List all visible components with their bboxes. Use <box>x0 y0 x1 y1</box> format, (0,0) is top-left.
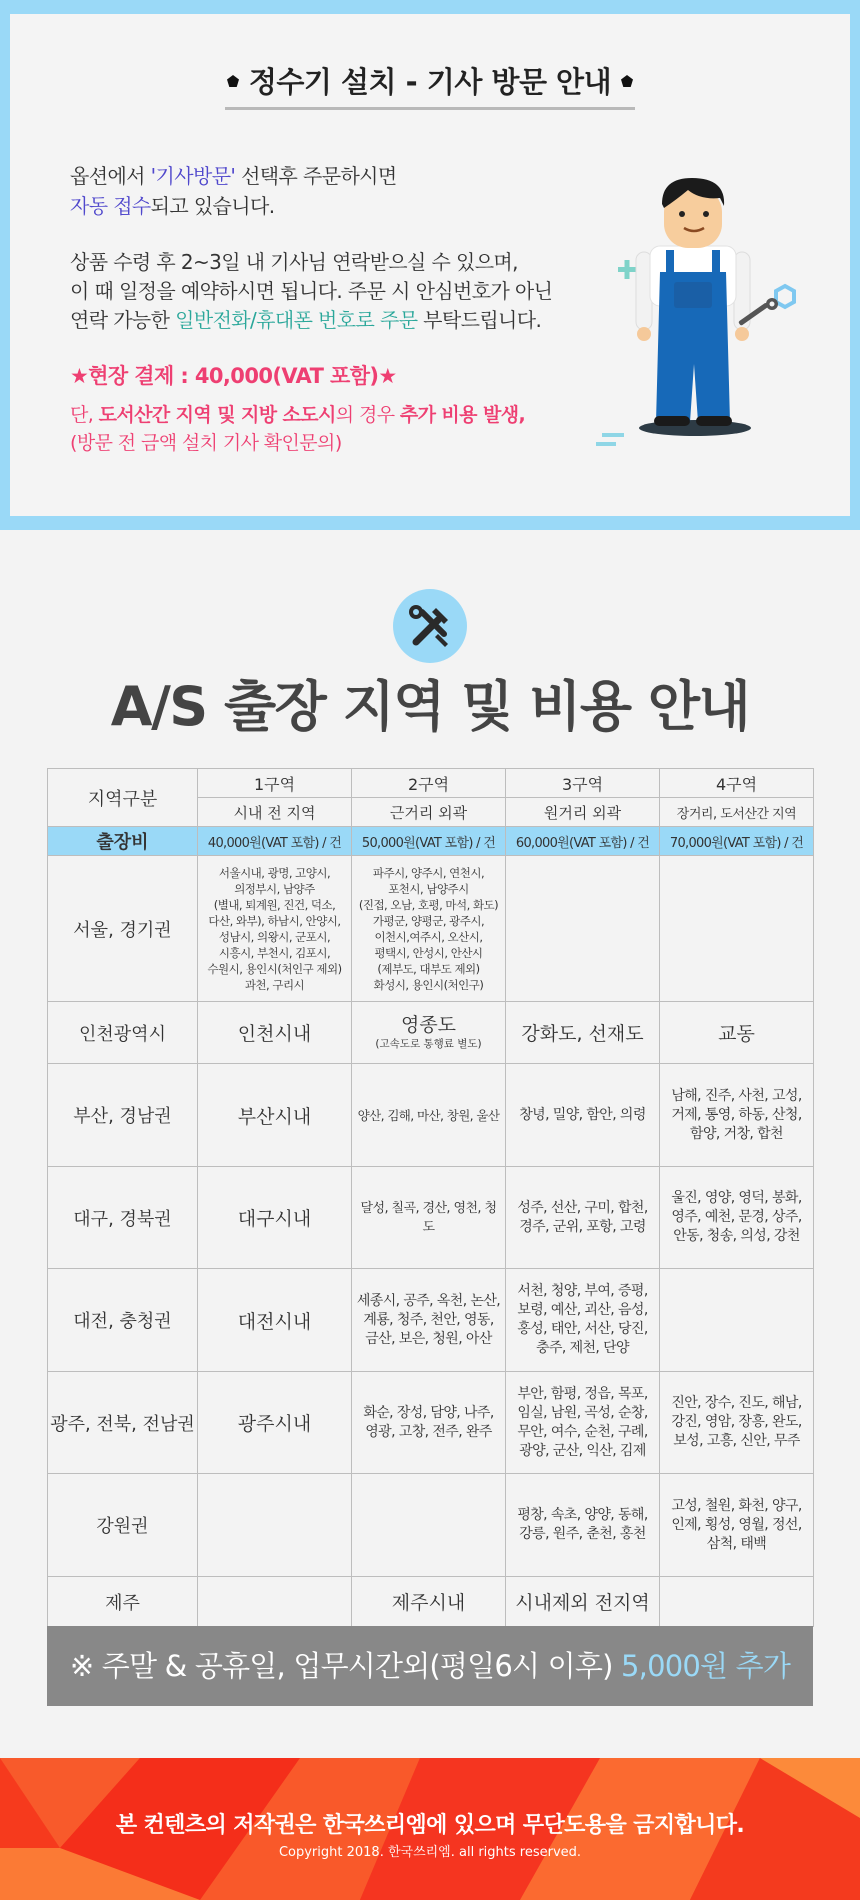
cell-line: 시흥시, 부천시, 김포시, <box>218 945 331 960</box>
cell-line: 경주, 군위, 포항, 고령 <box>519 1218 646 1235</box>
zone-cell <box>352 1064 506 1167</box>
zone-cell <box>198 1577 352 1627</box>
zone-desc: 시내 전 지역 <box>198 798 352 827</box>
cell-line: 광양, 군산, 익산, 김제 <box>519 1442 646 1459</box>
cell-line: 서천, 청양, 부여, 증평, <box>517 1283 648 1299</box>
zone-cell <box>660 1269 814 1372</box>
install-notice-section <box>0 0 860 530</box>
table-row <box>48 856 814 1002</box>
zone-fee: 70,000원(VAT 포함) / 건 <box>660 827 814 856</box>
copyright-line: Copyright 2018. 한국쓰리엠. all rights reserved. <box>278 1845 582 1860</box>
zone-fee: 60,000원(VAT 포함) / 건 <box>506 827 660 856</box>
cell-line: 의정부시, 남양주 <box>234 881 315 896</box>
table-row <box>48 1474 814 1577</box>
table-row <box>48 1577 814 1627</box>
plus-decor-icon <box>618 260 636 279</box>
zone-cell <box>352 1002 506 1064</box>
zone-cell <box>198 1002 352 1064</box>
region-name: 부산, 경남권 <box>48 1064 198 1167</box>
zone-cell <box>352 1474 506 1577</box>
zone-fee: 40,000원(VAT 포함) / 건 <box>198 827 352 856</box>
cell-line: 거제, 통영, 하동, 산청, <box>671 1106 802 1123</box>
extra-fee-amount: 5,000원 추가 <box>621 1649 791 1683</box>
cell-line: 광주시내 <box>237 1413 312 1435</box>
zone-cell <box>198 1372 352 1474</box>
cell-line: 부산시내 <box>237 1105 312 1128</box>
zone-cell <box>198 1167 352 1269</box>
zone-name: 4구역 <box>660 769 814 798</box>
zone-cell <box>660 1002 814 1064</box>
cell-line: 교동 <box>718 1023 755 1045</box>
zone-cell <box>660 1372 814 1474</box>
zone-cell <box>198 1064 352 1167</box>
auto-highlight: 자동 접수 <box>70 194 151 218</box>
dash-decor-icon <box>596 433 624 446</box>
notice-title <box>10 60 850 101</box>
cell-line: 다산, 와부), 하남시, 안양시, <box>208 913 341 928</box>
zone-cell <box>352 1167 506 1269</box>
cell-line: 포천시, 남양주시 <box>388 881 469 896</box>
zone-cell <box>506 1167 660 1269</box>
cell-line: 영광, 고창, 전주, 완주 <box>365 1423 492 1440</box>
notice-line-schedule-3: 연락 가능한 일반전화/휴대폰 번호로 주문 부탁드립니다. <box>70 308 542 332</box>
zone-name-row <box>48 769 814 798</box>
zone-desc: 장거리, 도서산간 지역 <box>660 798 814 827</box>
as-title: A/S 출장 지역 및 비용 안내 <box>110 675 750 738</box>
cell-line: (진접, 오남, 호평, 마석, 화도) <box>358 897 499 912</box>
cell-line: 가평군, 양평군, 광주시, <box>372 913 485 928</box>
cell-line: (별내, 퇴계원, 진건, 덕소, <box>213 897 336 912</box>
zone-desc: 원거리 외곽 <box>506 798 660 827</box>
cell-line: 이천시,여주시, 오산시, <box>374 929 483 944</box>
cell-line: 인천시내 <box>237 1023 312 1045</box>
zone-fee: 50,000원(VAT 포함) / 건 <box>352 827 506 856</box>
notice-line-option: 옵션에서 '기사방문' 선택후 주문하시면 <box>70 164 397 188</box>
cell-line: 인제, 횡성, 영월, 정선, <box>671 1516 802 1533</box>
toll-note: (고속도로 통행료 별도) <box>375 1038 482 1050</box>
cell-line: 양산, 김해, 마산, 창원, 울산 <box>357 1107 500 1123</box>
region-name: 인천광역시 <box>48 1002 198 1064</box>
zone-cell <box>198 856 352 1002</box>
region-header: 지역구분 <box>48 769 198 827</box>
region-name: 대전, 충청권 <box>48 1269 198 1372</box>
cell-line: 시내제외 전지역 <box>515 1592 650 1614</box>
zone-cell <box>660 856 814 1002</box>
cell-line: 평창, 속초, 양양, 동해, <box>517 1507 648 1523</box>
zone-cell <box>506 1269 660 1372</box>
cell-line: 진안, 장수, 진도, 해남, <box>671 1395 802 1411</box>
zone-cell <box>352 1269 506 1372</box>
cell-line: 강릉, 원주, 춘천, 홍천 <box>519 1526 646 1542</box>
notice-title-text: 정수기 설치 - 기사 방문 안내 <box>248 65 612 99</box>
table-row <box>48 1269 814 1372</box>
zone-cell <box>198 1269 352 1372</box>
zone-cell <box>198 1474 352 1577</box>
pentagon-bullet-icon <box>621 75 633 87</box>
zone-cell <box>506 1002 660 1064</box>
zone-cell <box>506 1577 660 1627</box>
table-row <box>48 1167 814 1269</box>
region-name: 대구, 경북권 <box>48 1167 198 1269</box>
cell-line: 수원시, 용인시(처인구 제외) <box>207 961 342 976</box>
pentagon-bullet-icon <box>227 75 239 87</box>
extra-fee-note: ※ 주말 & 공휴일, 업무시간외(평일6시 이후) 5,000원 추가 <box>47 1626 813 1706</box>
region-name: 강원권 <box>48 1474 198 1577</box>
zone-name: 3구역 <box>506 769 660 798</box>
zone-name: 1구역 <box>198 769 352 798</box>
extra-cost-line: 단, 도서산간 지역 및 지방 소도시의 경우 추가 비용 발생, <box>70 404 526 426</box>
cell-line: 임실, 남원, 곡성, 순창, <box>517 1404 648 1421</box>
zone-cell <box>506 1474 660 1577</box>
option-highlight: '기사방문' <box>150 164 236 188</box>
cell-line: 보성, 고흥, 신안, 무주 <box>673 1433 800 1449</box>
cell-line: 강화도, 선재도 <box>521 1023 644 1045</box>
as-fee-table <box>47 768 814 1627</box>
fee-row <box>48 827 814 856</box>
table-row <box>48 1064 814 1167</box>
zone-name: 2구역 <box>352 769 506 798</box>
cell-line: 과천, 구리시 <box>244 977 305 992</box>
tools-icon <box>392 588 468 664</box>
cell-line: 화순, 장성, 담양, 나주, <box>363 1404 494 1421</box>
zone-cell <box>506 1064 660 1167</box>
zone-cell <box>352 1372 506 1474</box>
cell-line: 부안, 함평, 정읍, 목포, <box>517 1385 648 1402</box>
cell-line: 무안, 여수, 순천, 구례, <box>517 1423 648 1440</box>
cell-line: 보령, 예산, 괴산, 음성, <box>517 1302 648 1318</box>
install-notice-card <box>10 14 850 516</box>
zone-cell <box>660 1474 814 1577</box>
zone-cell <box>660 1064 814 1167</box>
zone-cell <box>506 856 660 1002</box>
cell-line: 평택시, 안성시, 안산시 <box>374 945 483 960</box>
zone-cell <box>352 1577 506 1627</box>
cell-line: 파주시, 양주시, 연천시, <box>372 865 485 880</box>
cell-line: 홍성, 태안, 서산, 당진, <box>517 1321 648 1337</box>
extra-cost-inquiry: (방문 전 금액 설치 기사 확인문의) <box>70 432 342 454</box>
technician-illustration <box>570 164 830 454</box>
onsite-price: ★현장 결제 : 40,000(VAT 포함)★ <box>70 364 397 388</box>
cell-line: 울진, 영양, 영덕, 봉화, <box>671 1190 802 1206</box>
region-name: 광주, 전북, 전남권 <box>48 1372 198 1474</box>
region-name: 제주 <box>48 1577 198 1627</box>
cell-line: 강진, 영암, 장흥, 완도, <box>671 1414 802 1430</box>
zone-cell <box>352 856 506 1002</box>
copyright-footer <box>0 1758 860 1900</box>
zone-cell <box>506 1372 660 1474</box>
phone-highlight: 일반전화/휴대폰 번호로 주문 <box>175 308 418 332</box>
yeongjong-name: 영종도 <box>400 1014 457 1036</box>
notice-line-schedule-1: 상품 수령 후 2~3일 내 기사님 연락받으실 수 있으며, <box>70 250 518 274</box>
table-row <box>48 1372 814 1474</box>
cell-line: 금산, 보은, 청원, 아산 <box>365 1330 492 1347</box>
cell-line: 성주, 선산, 구미, 합천, <box>517 1199 648 1216</box>
hexagon-decor-icon <box>776 286 794 307</box>
copyright-notice: 본 컨텐츠의 저작권은 한국쓰리엠에 있으며 무단도용을 금지합니다. <box>115 1813 745 1838</box>
cell-line: (제부도, 대부도 제외) <box>377 961 480 976</box>
cell-line: 성남시, 의왕시, 군포시, <box>218 929 331 944</box>
cell-line: 충주, 제천, 단양 <box>536 1340 629 1356</box>
cell-line: 남해, 진주, 사천, 고성, <box>671 1087 802 1104</box>
cell-line: 대전시내 <box>237 1310 312 1333</box>
cell-line: 함양, 거창, 합천 <box>690 1125 783 1142</box>
fee-label: 출장비 <box>48 827 198 856</box>
zone-cell <box>660 1577 814 1627</box>
cell-line: 영주, 예천, 문경, 상주, <box>671 1209 802 1225</box>
zone-desc: 근거리 외곽 <box>352 798 506 827</box>
table-row <box>48 1002 814 1064</box>
cell-line: 창녕, 밀양, 함안, 의령 <box>519 1106 646 1123</box>
cell-line: 화성시, 용인시(처인구) <box>373 977 484 992</box>
cell-line: 달성, 칠곡, 경산, 영천, 청도 <box>360 1200 497 1235</box>
cell-line: 대구시내 <box>237 1208 312 1230</box>
cell-line: 제주시내 <box>391 1592 466 1614</box>
title-underline <box>225 107 635 110</box>
region-name: 서울, 경기권 <box>48 856 198 1002</box>
cell-line: 삼척, 태백 <box>706 1535 767 1552</box>
cell-line: 계룡, 청주, 천안, 영동, <box>363 1311 494 1328</box>
cell-line: 세종시, 공주, 옥천, 논산, <box>356 1292 501 1309</box>
zone-cell <box>660 1167 814 1269</box>
notice-line-schedule-2: 이 때 일정을 예약하시면 됩니다. 주문 시 안심번호가 아닌 <box>70 279 553 303</box>
notice-line-auto: 자동 접수되고 있습니다. <box>70 194 275 218</box>
cell-line: 서울시내, 광명, 고양시, <box>218 865 331 880</box>
cell-line: 고성, 철원, 화천, 양구, <box>671 1497 802 1514</box>
cell-line: 안동, 청송, 의성, 강천 <box>673 1228 800 1244</box>
